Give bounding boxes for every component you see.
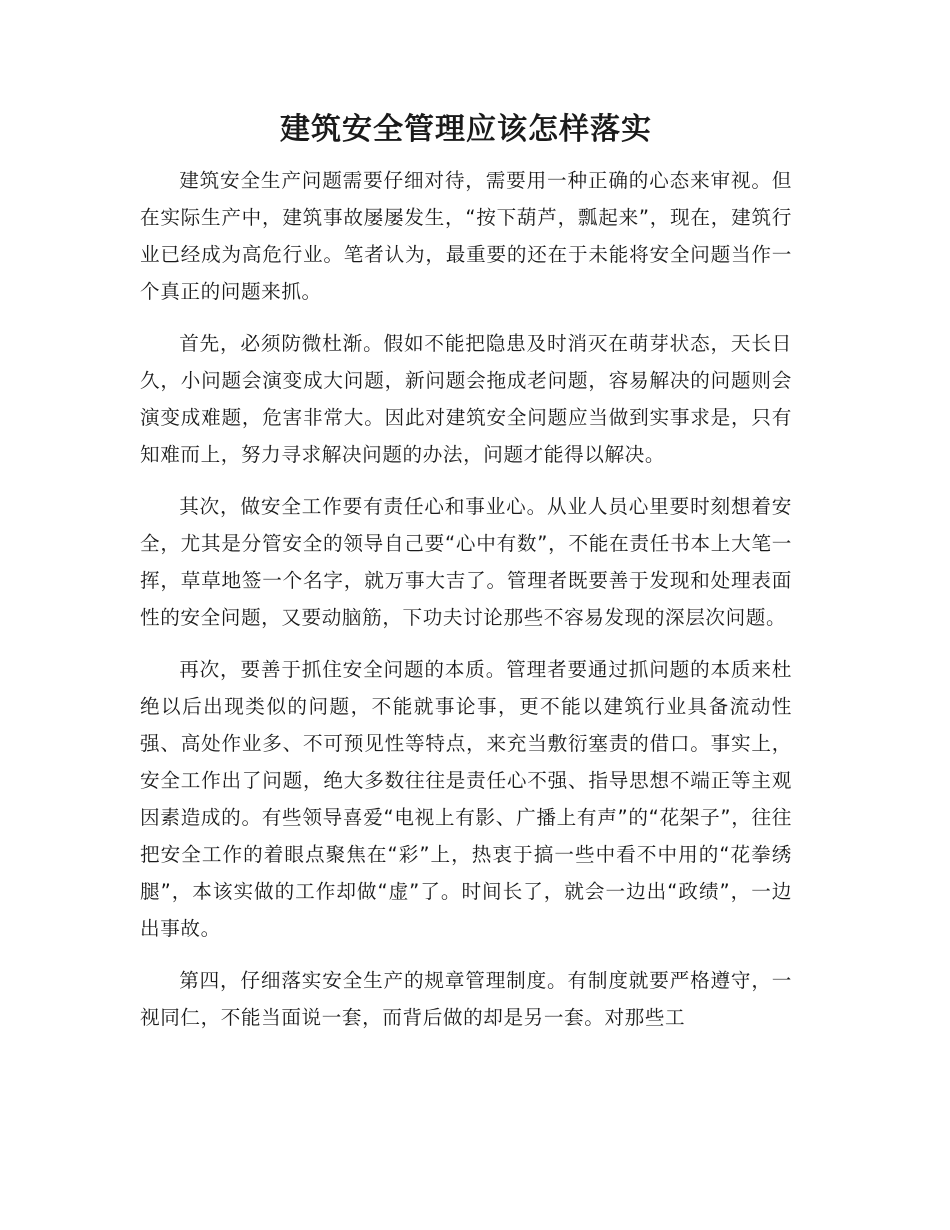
paragraph-5: 第四，仔细落实安全生产的规章管理制度。有制度就要严格遵守，一视同仁，不能当面说一套，而背后做的却是另一套。对那些工 <box>140 969 792 1029</box>
paragraph-1: 建筑安全生产问题需要仔细对待，需要用一种正确的心态来审视。但在实际生产中，建筑事故屡屡发生，“按下葫芦，瓢起来”，现在，建筑行业已经成为高危行业。笔者认为，最重要的还在于未能将安全问题当作一个真正的问题来抓。 <box>140 169 792 303</box>
paragraph-2: 首先，必须防微杜渐。假如不能把隐患及时消灭在萌芽状态，天长日久，小问题会演变成大问题，新问题会拖成老问题，容易解决的问题则会演变成难题，危害非常大。因此对建筑安全问题应当做到实事求是，只有知难而上，努力寻求解决问题的办法，问题才能得以解决。 <box>140 332 792 466</box>
document-title: 建筑安全管理应该怎样落实 <box>280 112 652 147</box>
paragraph-4: 再次，要善于抓住安全问题的本质。管理者要通过抓问题的本质来杜绝以后出现类似的问题，不能就事论事，更不能以建筑行业具备流动性强、高处作业多、不可预见性等特点，来充当敷衍塞责的借口。事实上，安全工作出了问题，绝大多数往往是责任心不强、指导思想不端正等主观因素造成的。有些领导喜爱“电视上有影、广播上有声”的“花架子”，往往把安全工作的着眼点聚焦在“彩”上，热衷于搞一些中看不中用的“花拳绣腿”，本该实做的工作却做“虚”了。时间长了，就会一边出“政绩”，一边出事故。 <box>140 658 792 940</box>
document-page <box>140 108 792 1051</box>
paragraph-3: 其次，做安全工作要有责任心和事业心。从业人员心里要时刻想着安全，尤其是分管安全的领导自己要“心中有数”，不能在责任书本上大笔一挥，草草地签一个名字，就万事大吉了。管理者既要善于发现和处理表面性的安全问题，又要动脑筋，下功夫讨论那些不容易发现的深层次问题。 <box>140 495 792 629</box>
